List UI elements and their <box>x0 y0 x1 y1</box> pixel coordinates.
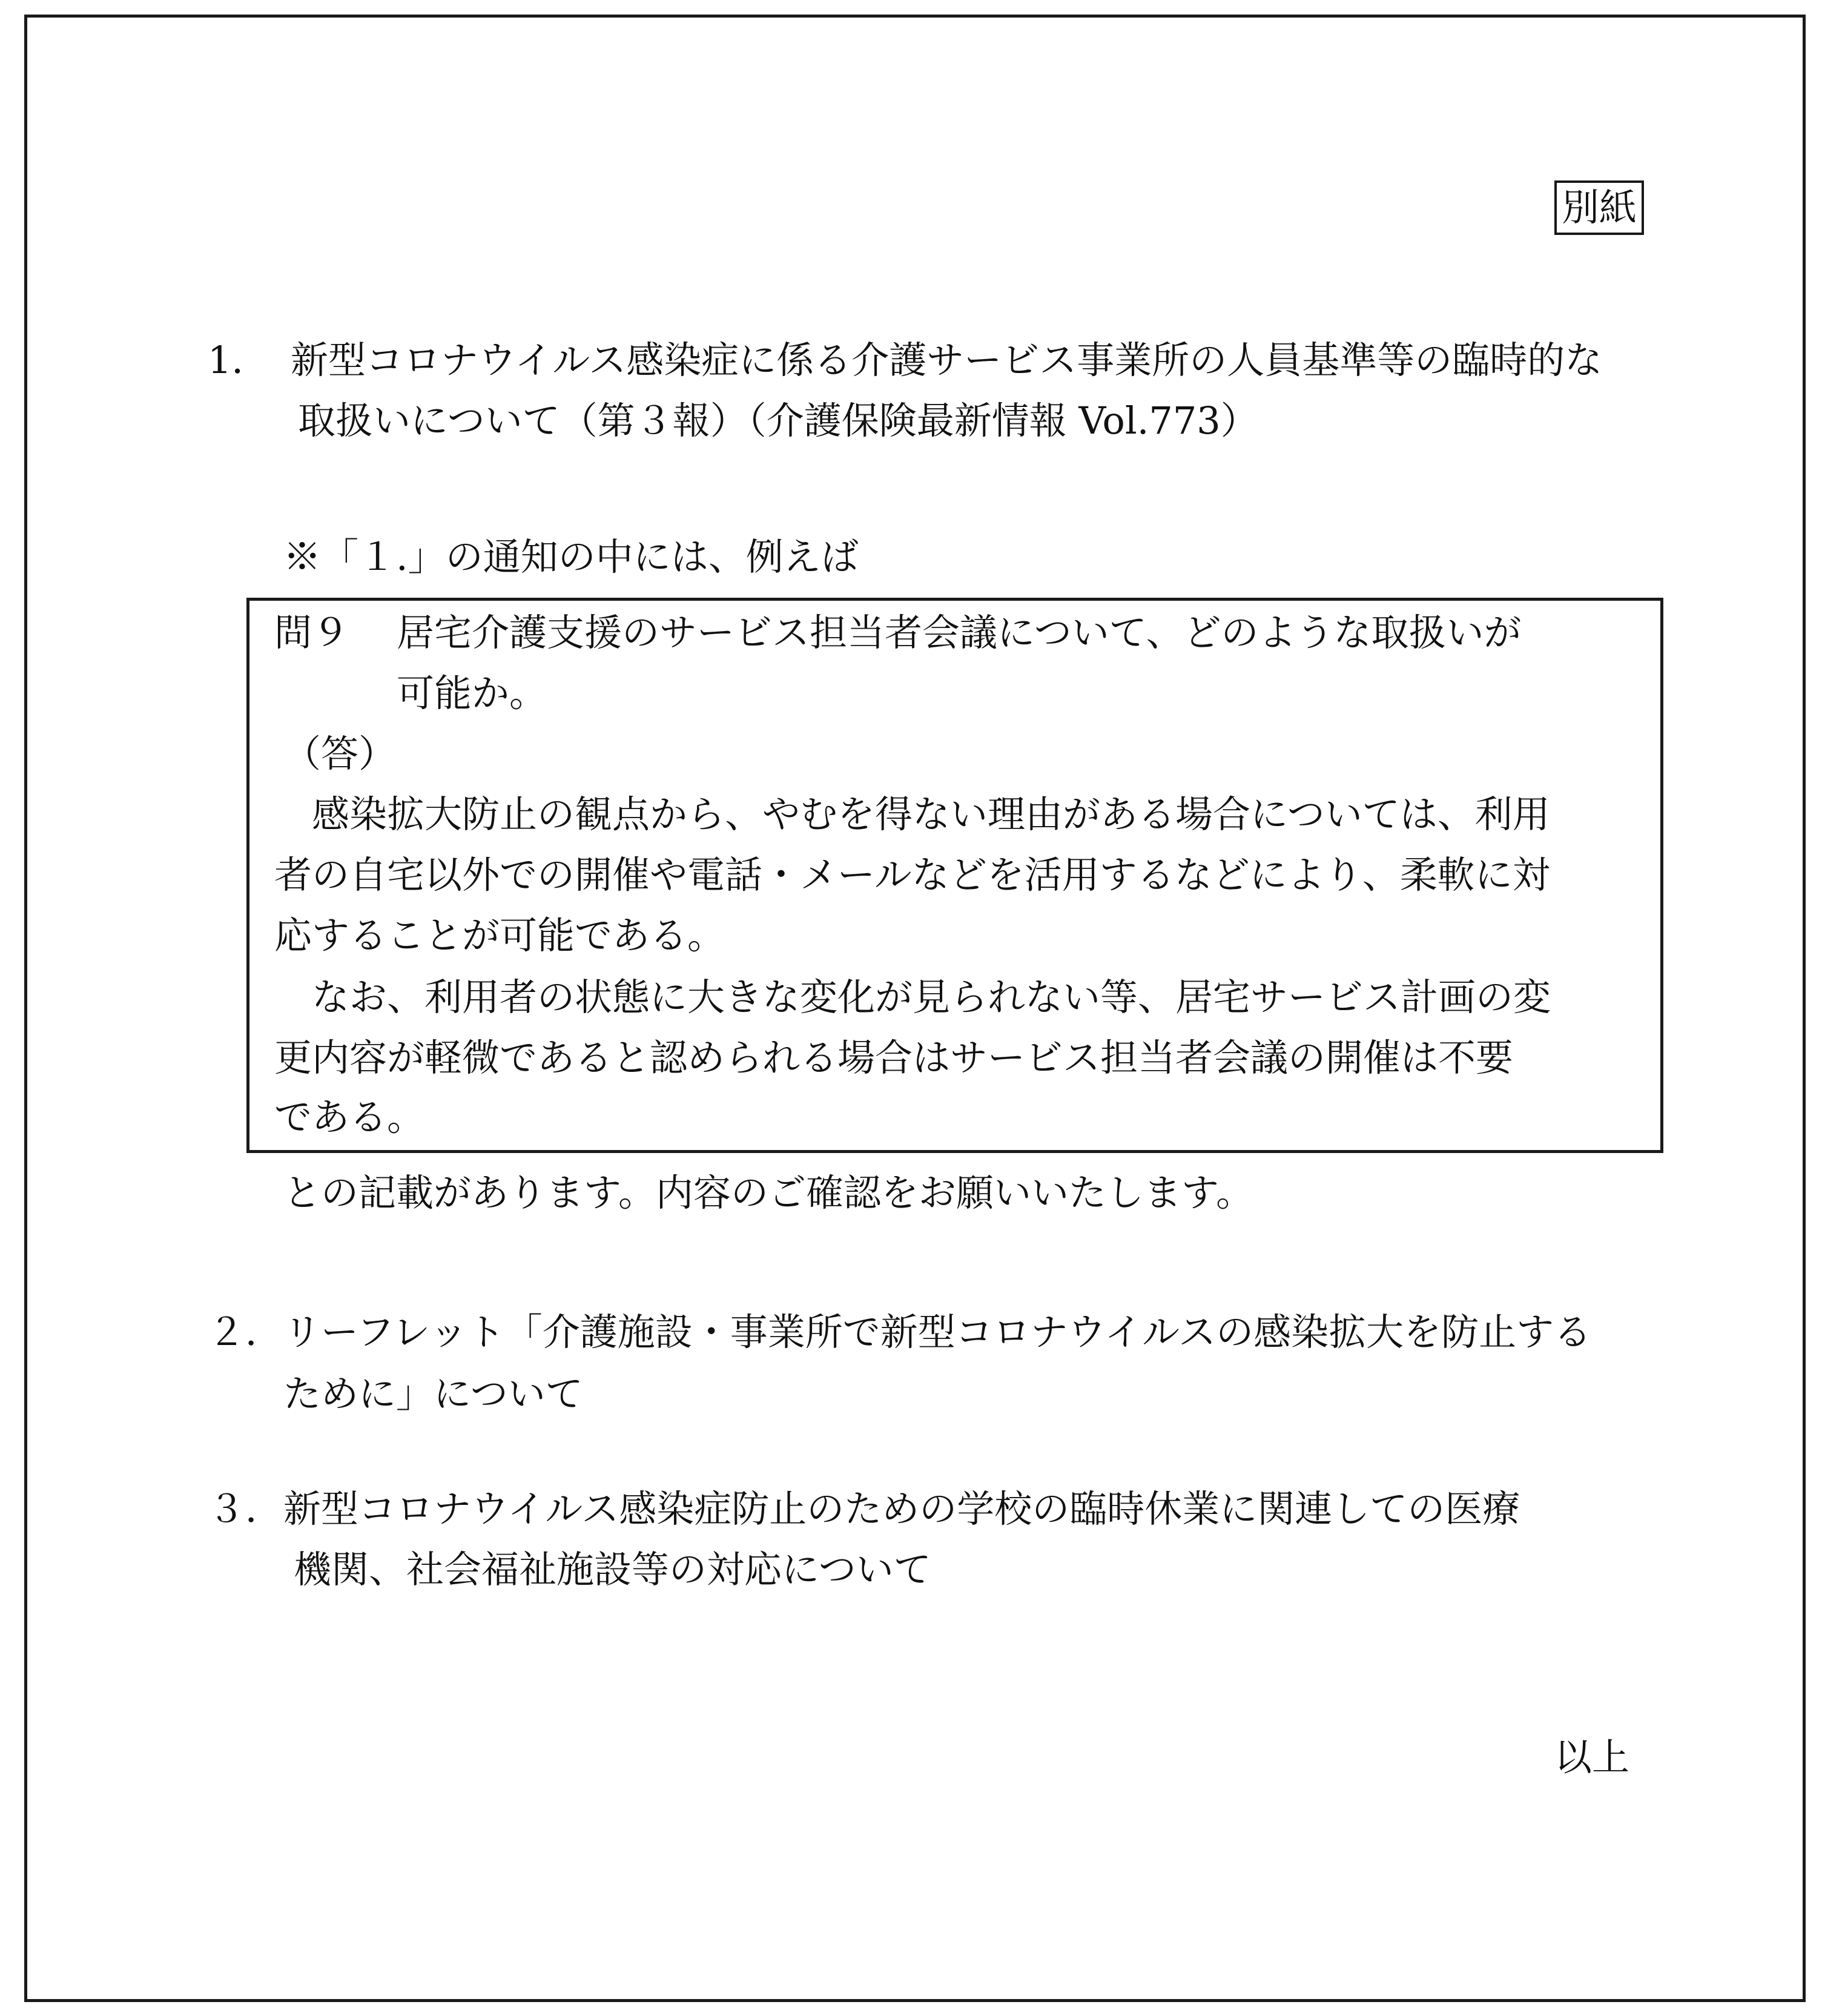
note-intro: ※「１.」の通知の中には、例えば <box>283 535 859 579</box>
item-3-title-line-2: 機関、社会福祉施設等の対応について <box>294 1547 931 1591</box>
item-2-number: ２． <box>208 1310 283 1354</box>
item-1-title-line-1: 新型コロナウイルス感染症に係る介護サービス事業所の人員基準等の臨時的な <box>291 338 1603 382</box>
item-1-number: 1． <box>208 338 269 382</box>
item-3-number: ３． <box>208 1487 283 1531</box>
answer-line-1: 感染拡大防止の観点から、やむを得ない理由がある場合については、利用 <box>274 792 1550 836</box>
answer-line-5: 更内容が軽微であると認められる場合はサービス担当者会議の開催は不要 <box>274 1036 1514 1080</box>
answer-line-4: なお、利用者の状態に大きな変化が見られない等、居宅サービス計画の変 <box>274 975 1551 1019</box>
question-label: 問９ <box>274 610 350 655</box>
item-2-title-line-1: リーフレット「介護施設・事業所で新型コロナウイルスの感染拡大を防止する <box>283 1310 1592 1354</box>
answer-line-6: である。 <box>274 1095 425 1139</box>
question-line-1: 居宅介護支援のサービス担当者会議について、どのような取扱いが <box>397 610 1522 655</box>
answer-label: （答） <box>283 732 397 776</box>
item-2-title-line-2: ために」について <box>283 1372 583 1416</box>
answer-line-3: 応することが可能である。 <box>274 913 725 957</box>
question-line-2: 可能か。 <box>397 671 547 715</box>
attachment-label: 別紙 <box>1554 180 1644 235</box>
note-closing: との記載があります。内容のご確認をお願いいたします。 <box>283 1171 1254 1215</box>
item-3-title-line-1: 新型コロナウイルス感染症防止のための学校の臨時休業に関連しての医療 <box>283 1487 1520 1531</box>
end-mark: 以上 <box>1554 1735 1630 1779</box>
answer-line-2: 者の自宅以外での開催や電話・メールなどを活用するなどにより、柔軟に対 <box>274 853 1550 897</box>
item-1-title-line-2: 取扱いについて（第３報）（介護保険最新情報 Vol.773） <box>298 398 1258 443</box>
